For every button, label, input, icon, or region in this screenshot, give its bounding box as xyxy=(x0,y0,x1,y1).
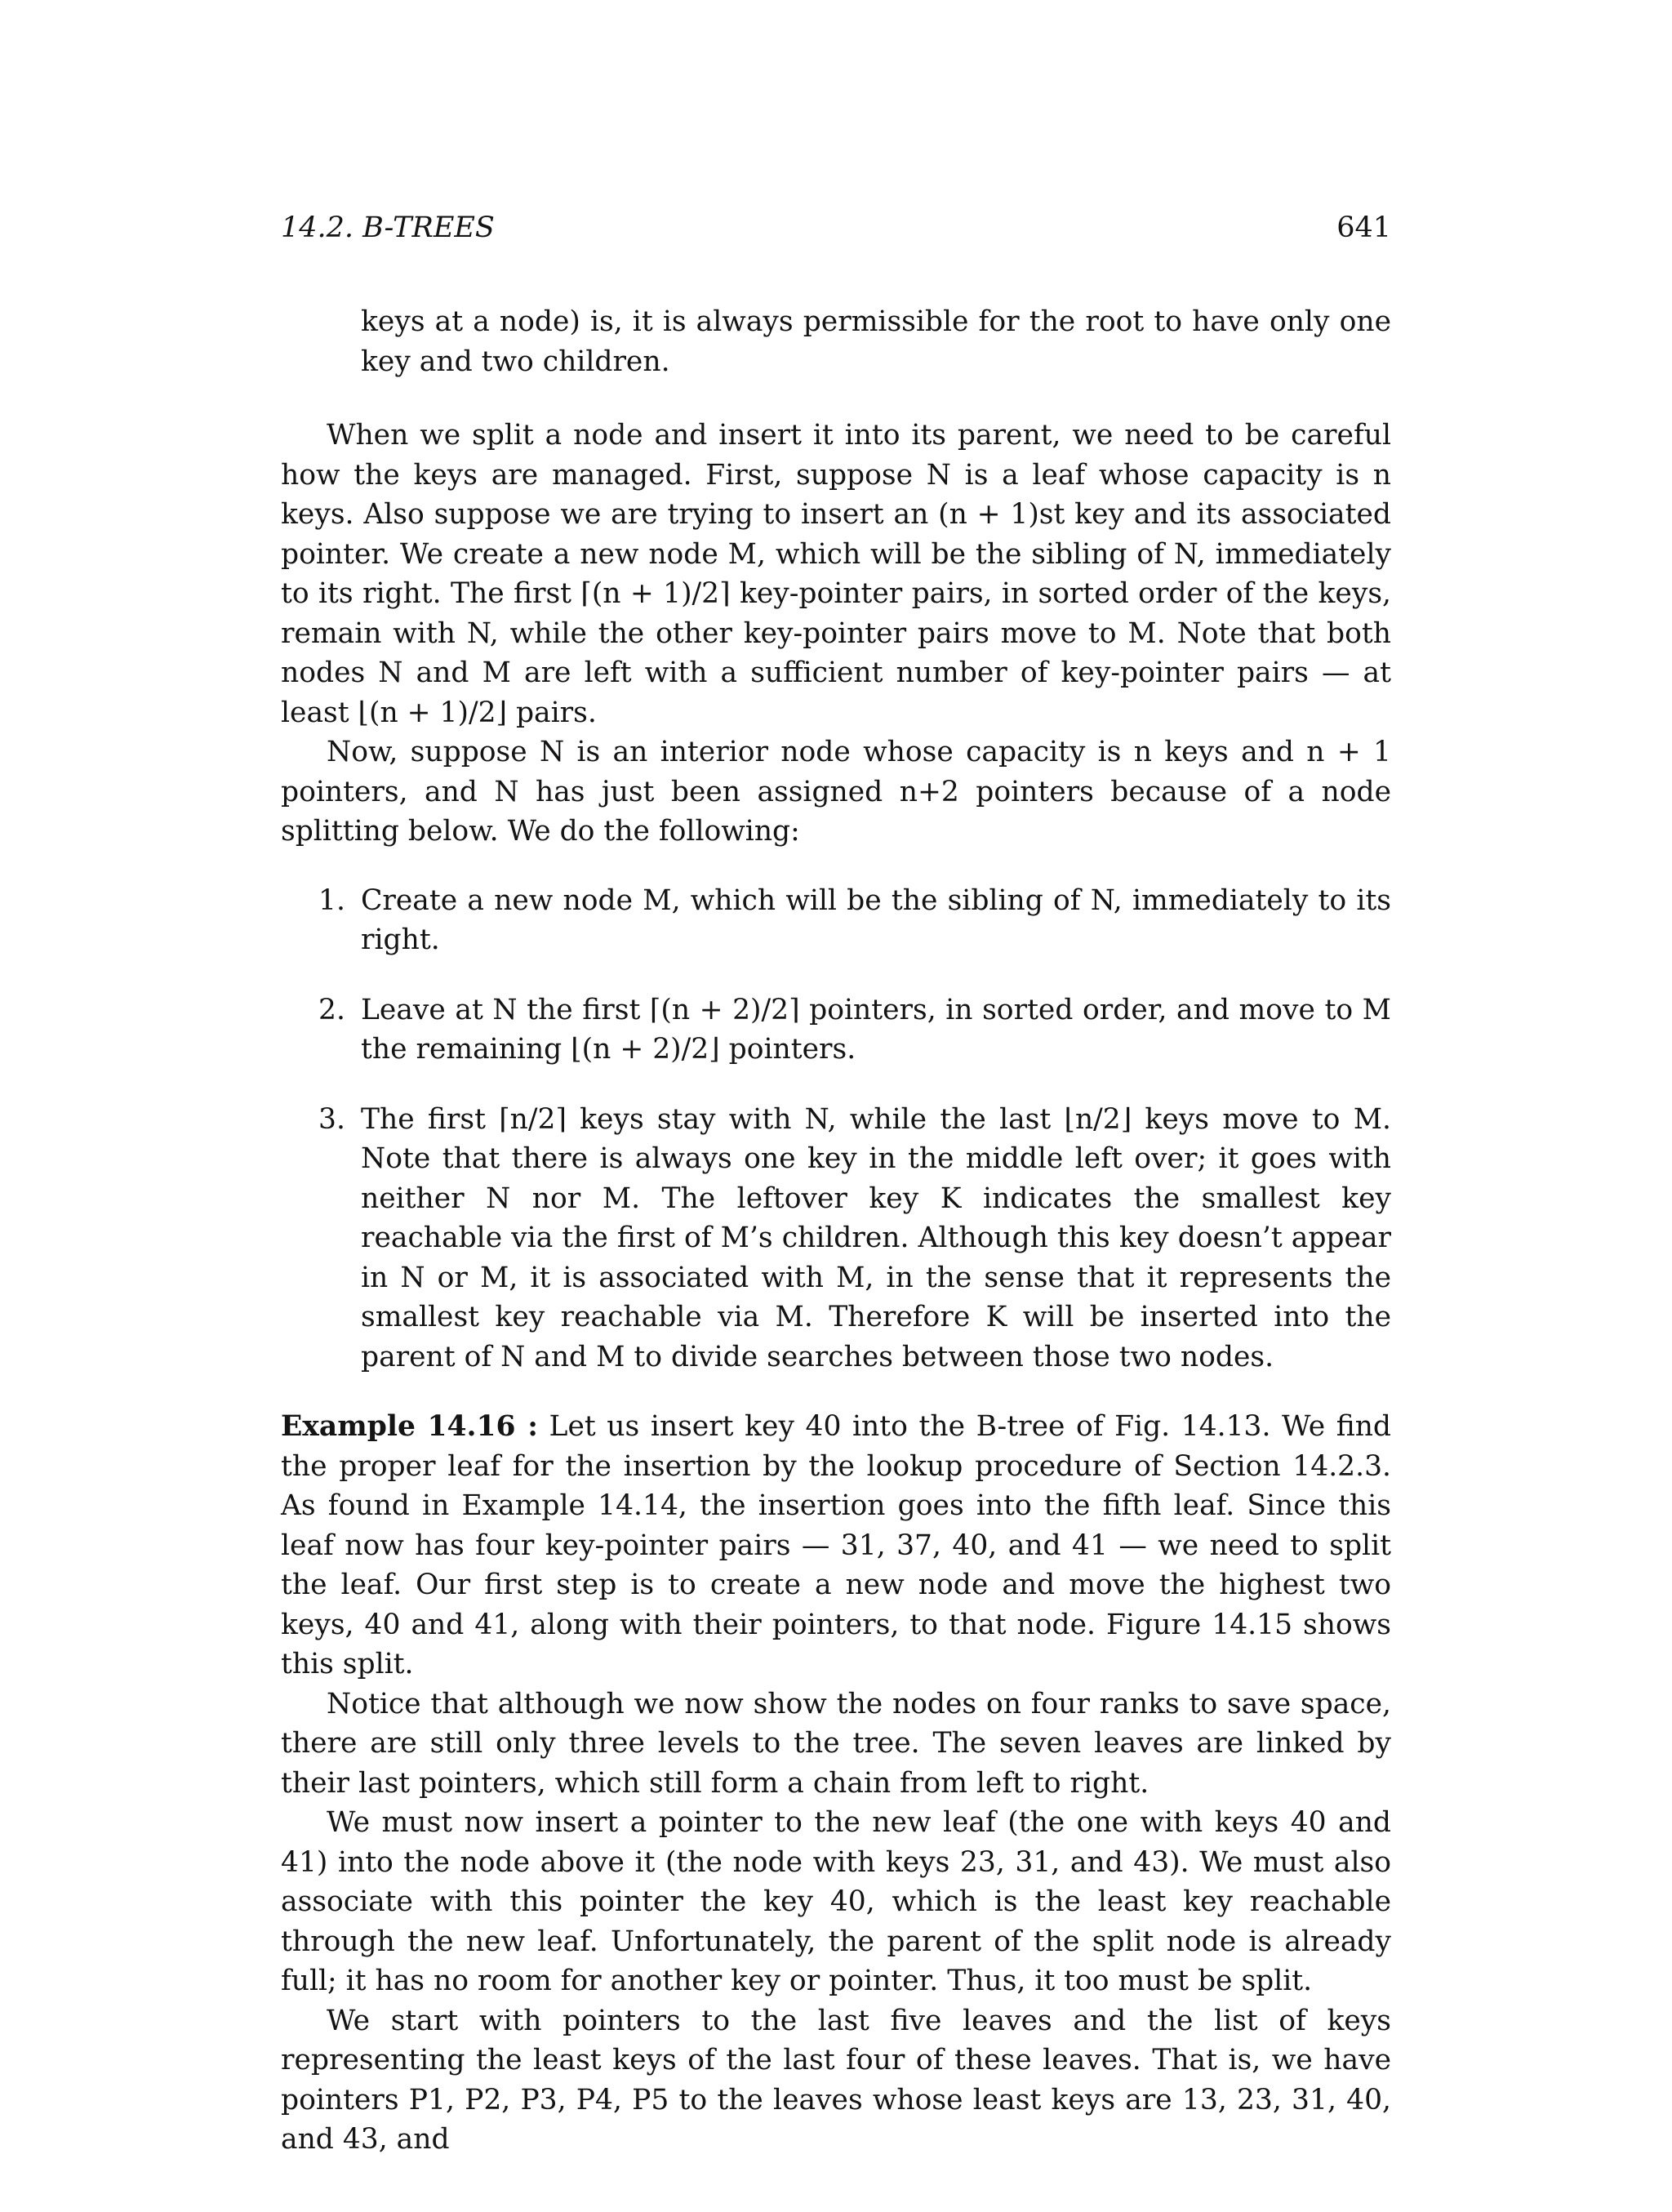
list-item xyxy=(281,881,1391,960)
paragraph-insert-pointer: We must now insert a pointer to the new leaf (the one with keys 40 and 41) into the node above it (the node with keys 23, 31, and 43). We must also associate with this pointer the key 40, which is the least key reachable through the new leaf. Unfortunately, the parent of the split node is already full; it has no room for another key or pointer. Thus, it too must be split. xyxy=(281,1806,1391,1997)
paragraph-start-pointers: We start with pointers to the last five leaves and the list of keys representing the least keys of the last four of these leaves. That is, we have pointers P1, P2, P3, P4, P5 to the leaves whose least keys are 13, 23, 31, 40, and 43, and xyxy=(281,2004,1391,2156)
list-item-number: 1. xyxy=(318,883,345,917)
page-number: 641 xyxy=(1336,211,1391,244)
body-text xyxy=(281,302,1391,2160)
paragraph-split-leaf: When we split a node and insert it into its parent, we need to be careful how the keys are managed. First, suppose N is a leaf whose capacity is n keys. Also suppose we are trying to insert an (n + 1)st key and its associated pointer. We create a new node M, which will be the sibling of N, immediately to its right. The first ⌈(n + 1)/2⌉ key-pointer pairs, in sorted order of the keys, remain with N, while the other key-pointer pairs move to M. Note that both nodes N and M are left with a sufficient number of key-pointer pairs — at least ⌊(n + 1)/2⌋ pairs. xyxy=(281,419,1391,729)
section-title: 14.2. B-TREES xyxy=(281,211,495,244)
list-item-text: Create a new node M, which will be the sibling of N, immediately to its right. xyxy=(361,883,1391,956)
paragraph-four-ranks: Notice that although we now show the nodes on four ranks to save space, there are still only three levels to the tree. The seven leaves are linked by their last pointers, which still form a chain from left to right. xyxy=(281,1687,1391,1800)
list-item xyxy=(281,1100,1391,1377)
running-header xyxy=(281,211,1391,244)
list-item-number: 2. xyxy=(318,993,345,1026)
paragraph-interior-node: Now, suppose N is an interior node whose capacity is n keys and n + 1 pointers, and N has just been assigned n+2 pointers because of a node splitting below. We do the following: xyxy=(281,736,1391,848)
steps-list xyxy=(281,881,1391,1377)
intro-continuation: keys at a node) is, it is always permissible for the root to have only one key and two children. xyxy=(361,305,1391,378)
list-item-number: 3. xyxy=(318,1102,345,1136)
example-label: Example 14.16 : xyxy=(281,1410,538,1443)
list-item-text: Leave at N the first ⌈(n + 2)/2⌉ pointers, in sorted order, and move to M the remaining ⌊(n + 2)/2⌋ pointers. xyxy=(361,993,1391,1066)
list-item xyxy=(281,990,1391,1070)
example-text: Let us insert key 40 into the B-tree of Fig. 14.13. We find the proper leaf for the insertion by the lookup procedure of Section 14.2.3. As found in Example 14.14, the insertion goes into the fifth leaf. Since this leaf now has four key-pointer pairs — 31, 37, 40, and 41 — we need to split the leaf. Our first step is to create a new node and move the highest two keys, 40 and 41, along with their pointers, to that node. Figure 14.15 shows this split. xyxy=(281,1410,1392,1680)
example-paragraph xyxy=(281,1407,1391,1685)
list-item-text: The first ⌈n/2⌉ keys stay with N, while the last ⌊n/2⌋ keys move to M. Note that there is always one key in the middle left over; it goes with neither N nor M. The leftover key K indicates the smallest key reachable via the first of M’s children. Although this key doesn’t appear in N or M, it is associated with M, in the sense that it represents the smallest key reachable via M. Therefore K will be inserted into the parent of N and M to divide searches between those two nodes. xyxy=(361,1102,1391,1373)
